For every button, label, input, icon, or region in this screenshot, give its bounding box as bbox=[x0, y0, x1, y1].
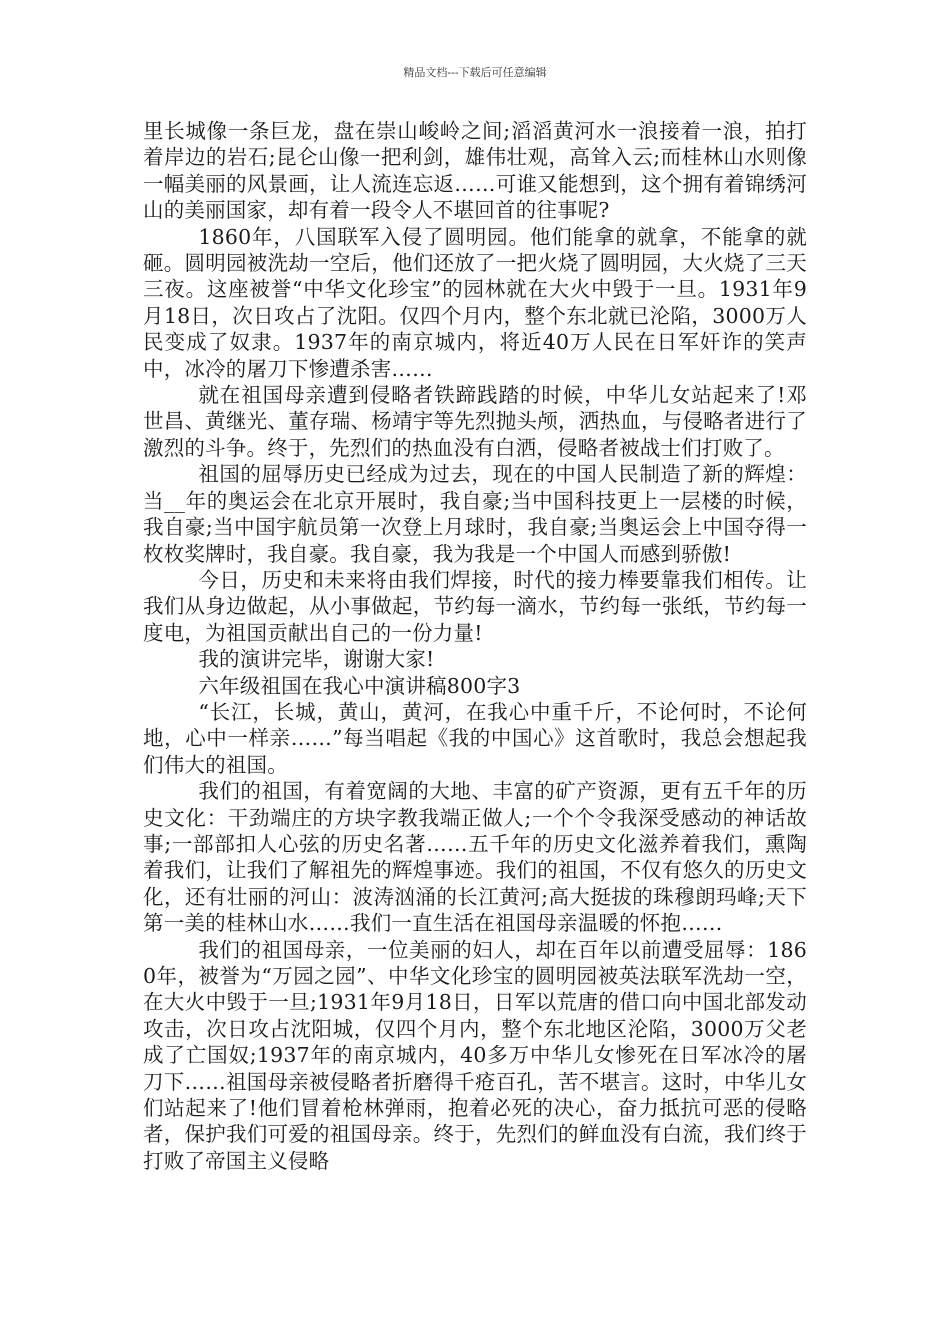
paragraph-new-glory: 祖国的屈辱历史已经成为过去，现在的中国人民制造了新的辉煌：当__年的奥运会在北京开展时，我自豪;当中国科技更上一层楼的时候，我自豪;当中国宇航员第一次登上月球时，我自豪;当奥运会上中国夺得一枚枚奖牌时，我自豪。我自豪，我为我是一个中国人而感到骄傲! bbox=[143, 462, 807, 566]
paragraph-mother-country: 我们的祖国母亲，一位美丽的妇人，却在百年以前遭受屈辱：1860年，被誉为“万园之园”、中华文化珍宝的圆明园被英法联军洗劫一空，在大火中毁于一旦;1931年9月18日，日军以荒唐的借口向中国北部发动攻击，次日攻占沈阳城，仅四个月内，整个东北地区沦陷，3000万父老成了亡国奴;1937年的南京城内，40多万中华儿女惨死在日军冰冷的屠刀下……祖国母亲被侵略者折磨得千疮百孔，苦不堪言。这时，中华儿女们站起来了!他们冒着枪林弹雨，抱着必死的决心，奋力抵抗可恶的侵略者，保护我们可爱的祖国母亲。终于，先烈们的鲜血没有白流，我们终于打败了帝国主义侵略 bbox=[143, 937, 807, 1173]
paragraph-today: 今日，历史和未来将由我们焊接，时代的接力棒要靠我们相传。让我们从身边做起，从小事做起，节约每一滴水，节约每一张纸，节约每一度电，为祖国贡献出自己的一份力量! bbox=[143, 567, 807, 645]
speech-title-3: 六年级祖国在我心中演讲稿800字3 bbox=[198, 673, 521, 698]
paragraph-closing: 我的演讲完毕，谢谢大家! bbox=[198, 647, 435, 672]
document-body bbox=[143, 118, 807, 1174]
paragraph-culture: 我们的祖国，有着宽阔的大地、丰富的矿产资源，更有五千年的历史文化：干劲端庄的方块字教我端正做人;一个个令我深受感动的神话故事;一部部扣人心弦的历史名著……五千年的历史文化滋养着我们，熏陶着我们，让我们了解祖先的辉煌事迹。我们的祖国，不仅有悠久的历史文化，还有壮丽的河山：波涛汹涌的长江黄河;高大挺拔的珠穆朗玛峰;天下第一美的桂林山水……我们一直生活在祖国母亲温暖的怀抱…… bbox=[143, 779, 807, 936]
paragraph-continuation: 里长城像一条巨龙，盘在崇山峻岭之间;滔滔黄河水一浪接着一浪，拍打着岸边的岩石;昆仑山像一把利剑，雄伟壮观，高耸入云;而桂林山水则像一幅美丽的风景画，让人流连忘返……可谁又能想到，这个拥有着锦绣河山的美丽国家，却有着一段令人不堪回首的往事呢? bbox=[143, 119, 807, 223]
paragraph-1860-history: 1860年，八国联军入侵了圆明园。他们能拿的就拿，不能拿的就砸。圆明园被洗劫一空后，他们还放了一把火烧了圆明园，大火烧了三天三夜。这座被誉“中华文化珍宝”的园林就在大火中毁于一旦。1931年9月18日，次日攻占了沈阳。仅四个月内，整个东北就已沦陷，3000万人民变成了奴隶。1937年的南京城内，将近40万人民在日军奸诈的笑声中，冰冷的屠刀下惨遭杀害…… bbox=[143, 224, 807, 381]
page-header: 精品文档---下载后可任意编辑 bbox=[403, 66, 547, 79]
paragraph-heroes: 就在祖国母亲遭到侵略者铁蹄践踏的时候，中华儿女站起来了!邓世昌、黄继光、董存瑞、杨靖宇等先烈抛头颅，洒热血，与侵略者进行了激烈的斗争。终于，先烈们的热血没有白洒，侵略者被战士们打败了。 bbox=[143, 383, 807, 460]
paragraph-song: “长江，长城，黄山，黄河，在我心中重千斤，不论何时，不论何地，心中一样亲……”每当唱起《我的中国心》这首歌时，我总会想起我们伟大的祖国。 bbox=[143, 699, 807, 777]
